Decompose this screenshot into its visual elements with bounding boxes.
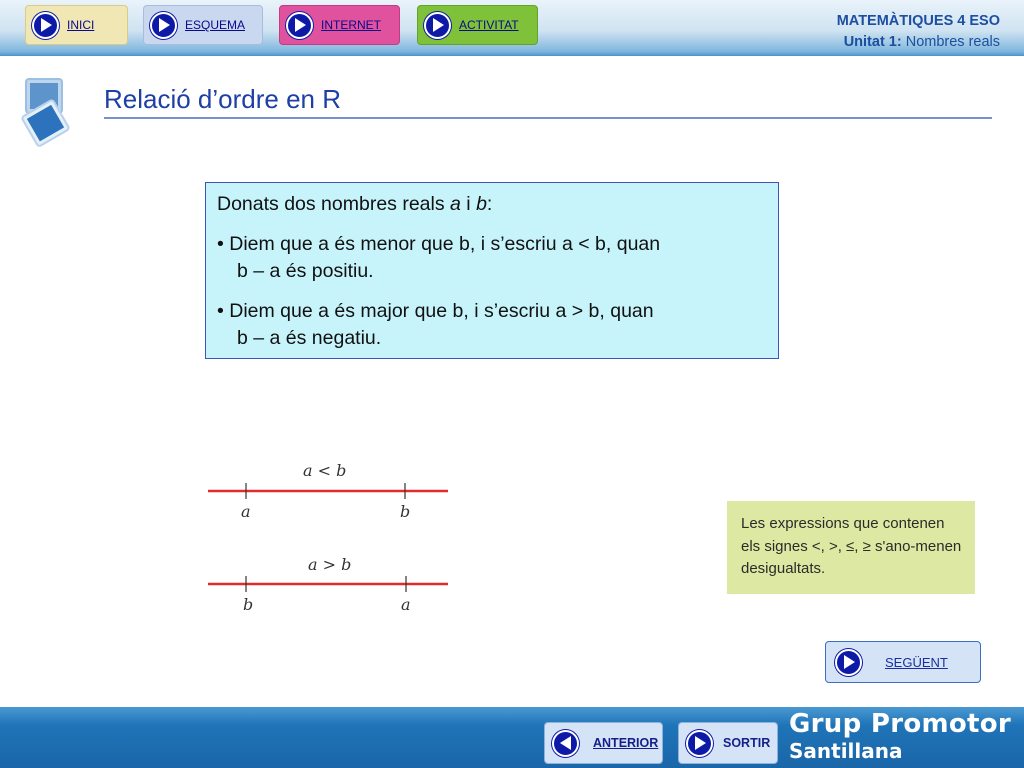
back-arrow-icon xyxy=(552,730,579,757)
nav-esquema-label: ESQUEMA xyxy=(185,18,246,32)
sortir-button[interactable] xyxy=(678,722,778,764)
course-unit xyxy=(837,32,1000,53)
unit-name: Nombres reals xyxy=(905,34,1000,50)
nav-inici-button[interactable] xyxy=(25,5,128,45)
point-label: b xyxy=(243,595,254,614)
course-info xyxy=(837,11,1000,53)
seguent-button[interactable] xyxy=(825,641,981,683)
anterior-label: ANTERIOR xyxy=(593,736,659,750)
brand-line-2: Santillana xyxy=(789,739,903,763)
publisher-logo xyxy=(789,709,1011,763)
definition-box xyxy=(205,182,779,359)
seguent-label: SEGÜENT xyxy=(885,654,948,670)
nav-esquema-button[interactable] xyxy=(143,5,263,45)
page-title: Relació d’ordre en R xyxy=(104,84,342,114)
unit-label: Unitat 1: xyxy=(843,34,902,50)
definition-intro: Donats dos nombres reals a i b: xyxy=(217,193,493,215)
anterior-button[interactable] xyxy=(544,722,663,764)
play-arrow-icon xyxy=(424,12,451,39)
nav-activitat-button[interactable] xyxy=(417,5,538,45)
point-label: b xyxy=(400,502,411,521)
play-arrow-icon xyxy=(286,12,313,39)
play-arrow-icon xyxy=(32,12,59,39)
inequality-note: Les expressions que contenen els signes <, >, ≤, ≥ s'ano-menen desigualtats. xyxy=(727,501,975,594)
relation-greater-label: a > b xyxy=(308,555,352,574)
sortir-label: SORTIR xyxy=(723,736,771,750)
course-title: MATEMÀTIQUES 4 ESO xyxy=(836,13,1000,29)
number-line-diagram xyxy=(200,450,460,620)
play-arrow-icon xyxy=(835,649,862,676)
point-label: a xyxy=(401,595,411,614)
nav-internet-label: INTERNET xyxy=(321,18,381,32)
nav-activitat-label: ACTIVITAT xyxy=(459,18,519,32)
stacked-squares-icon xyxy=(18,76,74,148)
title-divider xyxy=(104,117,992,119)
definition-item-greater: • Diem que a és major que b, i s’escriu a > b, quan b – a és negatiu. xyxy=(217,300,654,349)
relation-less-label: a < b xyxy=(303,461,347,480)
nav-internet-button[interactable] xyxy=(279,5,400,45)
play-arrow-icon xyxy=(686,730,713,757)
definition-item-less: • Diem que a és menor que b, i s’escriu a < b, quan b – a és positiu. xyxy=(217,233,661,282)
nav-inici-label: INICI xyxy=(67,18,95,32)
point-label: a xyxy=(241,502,251,521)
play-arrow-icon xyxy=(150,12,177,39)
brand-line-1: Grup Promotor xyxy=(789,709,1012,739)
